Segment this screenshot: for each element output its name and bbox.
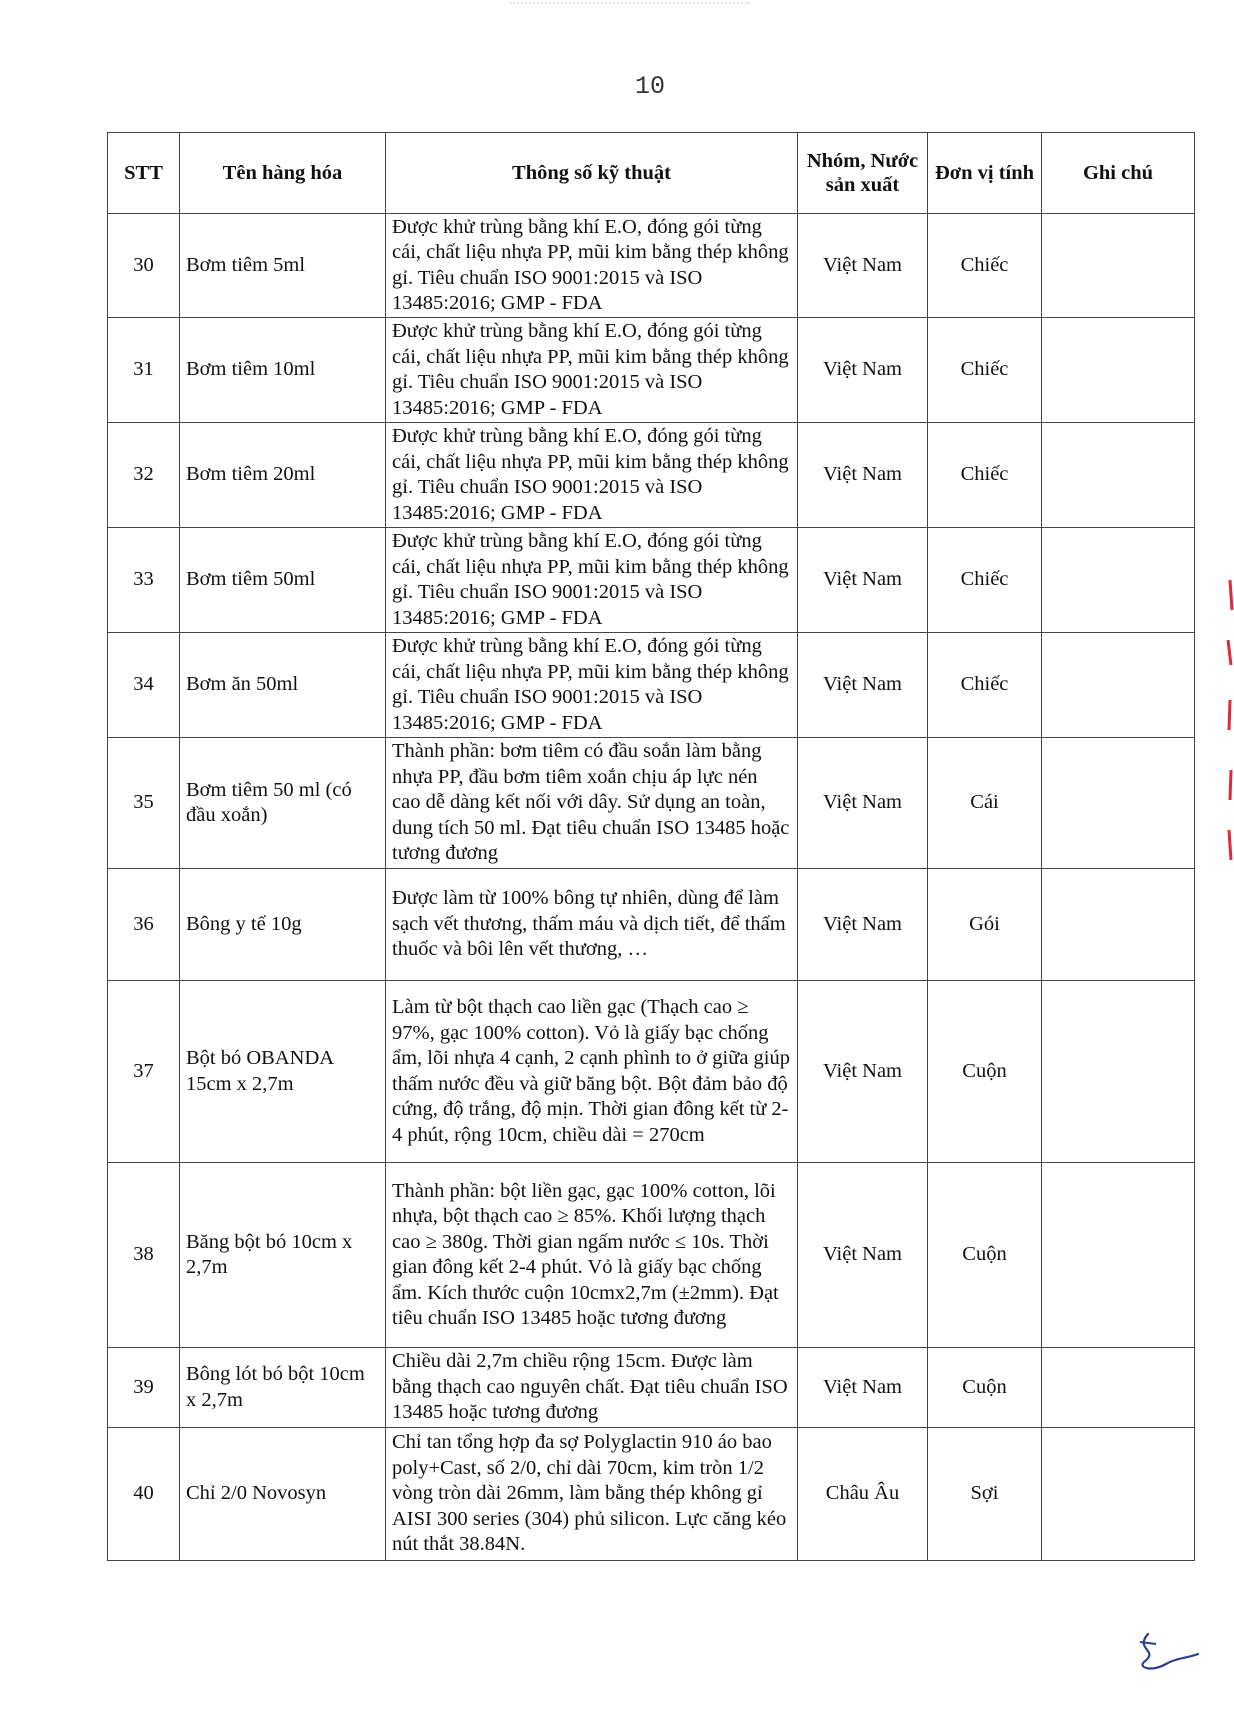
cell-origin: Việt Nam [798,528,928,633]
table-header-row [108,133,1195,214]
cell-name: Bơm tiêm 50 ml (có đầu xoắn) [180,738,386,869]
cell-origin: Việt Nam [798,738,928,869]
cell-note [1042,738,1195,869]
cell-stt: 35 [108,738,180,869]
cell-origin: Việt Nam [798,1348,928,1428]
cell-unit: Chiếc [928,633,1042,738]
cell-spec: Được làm từ 100% bông tự nhiên, dùng để làm sạch vết thương, thấm máu và dịch tiết, để thấm thuốc và bôi lên vết thương, … [386,869,798,981]
cell-spec: Được khử trùng bằng khí E.O, đóng gói từng cái, chất liệu nhựa PP, mũi kim bằng thép không gỉ. Tiêu chuẩn ISO 9001:2015 và ISO 13485:2016; GMP - FDA [386,633,798,738]
cell-spec: Làm từ bột thạch cao liền gạc (Thạch cao ≥ 97%, gạc 100% cotton). Vỏ là giấy bạc chống ẩm, lõi nhựa 4 cạnh, 2 cạnh phình to ở giữa giúp thấm nước đều và giữ băng bột. Bột đảm bảo độ cứng, độ trắng, độ mịn. Thời gian đông kết từ 2-4 phút, rộng 10cm, chiều dài = 270cm [386,981,798,1163]
header-spec: Thông số kỹ thuật [386,133,798,214]
faint-header-bleed [510,2,750,14]
cell-spec: Được khử trùng bằng khí E.O, đóng gói từng cái, chất liệu nhựa PP, mũi kim bằng thép không gỉ. Tiêu chuẩn ISO 9001:2015 và ISO 13485:2016; GMP - FDA [386,318,798,423]
cell-unit: Cuộn [928,1348,1042,1428]
goods-table [107,132,1195,1561]
cell-stt: 31 [108,318,180,423]
cell-stt: 38 [108,1163,180,1348]
header-origin: Nhóm, Nước sản xuất [798,133,928,214]
cell-origin: Việt Nam [798,869,928,981]
cell-name: Bơm tiêm 20ml [180,423,386,528]
cell-origin: Việt Nam [798,633,928,738]
cell-note [1042,423,1195,528]
cell-stt: 33 [108,528,180,633]
cell-unit: Cuộn [928,1163,1042,1348]
cell-note [1042,528,1195,633]
cell-unit: Chiếc [928,423,1042,528]
header-unit: Đơn vị tính [928,133,1042,214]
table-row [108,869,1195,981]
cell-stt: 37 [108,981,180,1163]
cell-name: Bông y tế 10g [180,869,386,981]
cell-unit: Chiếc [928,318,1042,423]
cell-spec: Thành phần: bơm tiêm có đầu soắn làm bằng nhựa PP, đầu bơm tiêm xoắn chịu áp lực nén cao dễ dàng kết nối với dây. Sử dụng an toàn, dung tích 50 ml. Đạt tiêu chuẩn ISO 13485 hoặc tương đương [386,738,798,869]
cell-stt: 36 [108,869,180,981]
cell-name: Chỉ 2/0 Novosyn [180,1428,386,1561]
cell-unit: Gói [928,869,1042,981]
table-row [108,1348,1195,1428]
cell-stt: 40 [108,1428,180,1561]
cell-origin: Việt Nam [798,423,928,528]
cell-name: Bơm tiêm 50ml [180,528,386,633]
cell-spec: Thành phần: bột liền gạc, gạc 100% cotton, lõi nhựa, bột thạch cao ≥ 85%. Khối lượng thạch cao ≥ 380g. Thời gian ngấm nước ≤ 10s. Thời gian đông kết 2-4 phút. Vỏ là giấy bạc chống ẩm. Kích thước cuộn 10cmx2,7m (±2mm). Đạt tiêu chuẩn ISO 13485 hoặc tương đương [386,1163,798,1348]
cell-name: Bơm tiêm 5ml [180,214,386,318]
cell-origin: Châu Âu [798,1428,928,1561]
cell-name: Bơm tiêm 10ml [180,318,386,423]
page-number: 10 [634,72,665,101]
cell-name: Băng bột bó 10cm x 2,7m [180,1163,386,1348]
cell-note [1042,214,1195,318]
cell-name: Bông lót bó bột 10cm x 2,7m [180,1348,386,1428]
cell-note [1042,1163,1195,1348]
cell-origin: Việt Nam [798,214,928,318]
header-name: Tên hàng hóa [180,133,386,214]
table-row [108,214,1195,318]
cell-stt: 34 [108,633,180,738]
table-row [108,981,1195,1163]
cell-origin: Việt Nam [798,1163,928,1348]
header-note: Ghi chú [1042,133,1195,214]
cell-note [1042,318,1195,423]
cell-note [1042,869,1195,981]
cell-spec: Được khử trùng bằng khí E.O, đóng gói từng cái, chất liệu nhựa PP, mũi kim bằng thép không gỉ. Tiêu chuẩn ISO 9001:2015 và ISO 13485:2016; GMP - FDA [386,528,798,633]
cell-origin: Việt Nam [798,318,928,423]
cell-unit: Chiếc [928,214,1042,318]
cell-stt: 39 [108,1348,180,1428]
table-row [108,528,1195,633]
cell-spec: Chiều dài 2,7m chiều rộng 15cm. Được làm bằng thạch cao nguyên chất. Đạt tiêu chuẩn ISO 13485 hoặc tương đương [386,1348,798,1428]
cell-spec: Được khử trùng bằng khí E.O, đóng gói từng cái, chất liệu nhựa PP, mũi kim bằng thép không gỉ. Tiêu chuẩn ISO 9001:2015 và ISO 13485:2016; GMP - FDA [386,423,798,528]
signature-mark [1130,1628,1200,1678]
table-row [108,1428,1195,1561]
table-row [108,1163,1195,1348]
header-stt: STT [108,133,180,214]
cell-name: Bột bó OBANDA 15cm x 2,7m [180,981,386,1163]
stamp-edge-mark [1224,570,1234,870]
cell-name: Bơm ăn 50ml [180,633,386,738]
table-row [108,318,1195,423]
cell-origin: Việt Nam [798,981,928,1163]
table-row [108,633,1195,738]
cell-unit: Chiếc [928,528,1042,633]
cell-spec: Chỉ tan tổng hợp đa sợ Polyglactin 910 áo bao poly+Cast, số 2/0, chỉ dài 70cm, kim tròn 1/2 vòng tròn dài 26mm, làm bằng thép không gỉ AISI 300 series (304) phủ silicon. Lực căng kéo nút thắt 38.84N. [386,1428,798,1561]
cell-note [1042,633,1195,738]
cell-unit: Cuộn [928,981,1042,1163]
cell-unit: Sợi [928,1428,1042,1561]
cell-stt: 32 [108,423,180,528]
cell-stt: 30 [108,214,180,318]
table-row [108,423,1195,528]
cell-note [1042,1428,1195,1561]
table-row [108,738,1195,869]
cell-note [1042,981,1195,1163]
cell-note [1042,1348,1195,1428]
cell-spec: Được khử trùng bằng khí E.O, đóng gói từng cái, chất liệu nhựa PP, mũi kim bằng thép không gỉ. Tiêu chuẩn ISO 9001:2015 và ISO 13485:2016; GMP - FDA [386,214,798,318]
cell-unit: Cái [928,738,1042,869]
